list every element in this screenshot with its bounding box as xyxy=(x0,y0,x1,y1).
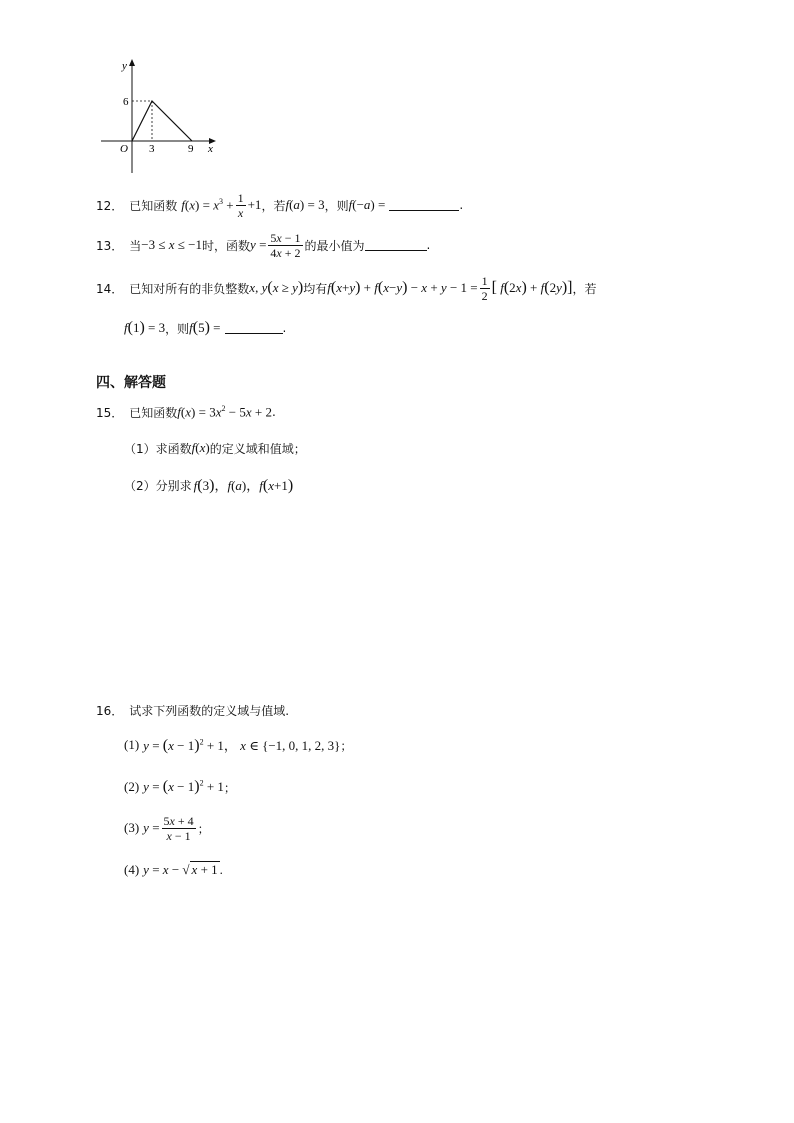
q16-text: 试求下列函数的定义域与值域. xyxy=(129,703,290,718)
q14-half: $\frac{1}{2}$ xyxy=(481,273,488,303)
function-line xyxy=(132,101,192,141)
q16-p1-label: (1) xyxy=(124,737,140,752)
tick-x-3: 3 xyxy=(149,143,155,155)
q16-p4-label: (4) xyxy=(124,862,140,877)
axis-x-label: x xyxy=(208,143,213,155)
q15-part1-label: （1） xyxy=(124,441,156,456)
q14-text1: 已知对所有的非负整数 xyxy=(129,281,250,296)
q13-number: 13． xyxy=(96,238,124,253)
q12-end: . xyxy=(459,198,464,212)
q16-p3-y: y = xyxy=(143,820,160,835)
q13-text1: 当 xyxy=(129,238,142,253)
q15-formula: $f(x) = 3x^2 - 5x + 2$ xyxy=(177,403,272,420)
q16-part1 xyxy=(124,733,352,757)
q16-part4 xyxy=(124,858,223,882)
q15-number: 15． xyxy=(96,405,124,420)
q14-end: . xyxy=(282,321,287,335)
q14-condition: f(1) = 3 xyxy=(124,319,166,336)
question-15 xyxy=(96,402,276,422)
q16-p2-label: (2) xyxy=(124,779,140,794)
section-title: 四、解答题 xyxy=(96,375,166,391)
y-axis-arrow xyxy=(129,59,135,66)
q14-text3: ，若 xyxy=(572,281,597,296)
question-14 xyxy=(96,270,597,306)
tick-y-6: 6 xyxy=(123,96,129,108)
q16-part2 xyxy=(124,775,236,799)
q12-target: f(−a) = xyxy=(348,197,386,212)
q15-part2-values: f(3)，f(a)，f(x+1) xyxy=(193,477,294,494)
q14-text2: 均有 xyxy=(303,281,328,296)
q14-target: f(5) = xyxy=(189,319,221,336)
q15-part2-text: 分别求 xyxy=(155,478,192,493)
q13-y: y = xyxy=(250,237,267,252)
q16-p1-end: ； xyxy=(340,738,353,753)
q15-text1: 已知函数 xyxy=(129,405,178,420)
question-13 xyxy=(96,228,430,262)
q16-number: 16． xyxy=(96,703,124,718)
q12-formula: $f(x) = x^3$ + xyxy=(181,196,234,213)
q15-part2 xyxy=(124,474,293,496)
q15-part1-text2: 的定义域和值域； xyxy=(209,441,306,456)
q15-part1-text: 求函数 xyxy=(155,441,192,456)
tick-x-9: 9 xyxy=(188,143,194,155)
q12-formula-tail: +1 xyxy=(247,197,262,212)
q13-end: . xyxy=(426,238,431,252)
q14-number: 14． xyxy=(96,281,124,296)
q15-part1-fx: f(x) xyxy=(191,440,210,455)
q14-equation-rhs: [ f(2x) + f(2y)] xyxy=(491,279,573,296)
q12-number: 12． xyxy=(96,198,124,213)
q13-answer-blank[interactable] xyxy=(365,240,427,251)
q12-after: ，若 xyxy=(261,198,286,213)
q12-answer-blank[interactable] xyxy=(389,200,459,211)
q12-fraction: $\frac{1}{x}$ xyxy=(237,190,244,220)
axis-y-label: y xyxy=(122,60,127,72)
q15-end: . xyxy=(271,405,276,419)
q12-text: 已知函数 xyxy=(129,198,178,213)
q16-p2-formula: $y = (x - 1)^2 + 1$ xyxy=(143,778,224,795)
q16-part3 xyxy=(124,810,210,846)
q14-equation: f(x+y) + f(x−y) − x + y − 1 = xyxy=(327,279,478,296)
question-14-line2 xyxy=(124,316,286,340)
q16-p3-fraction: $\frac{5x + 4}{x - 1}$ xyxy=(163,813,194,843)
q15-part2-label: （2） xyxy=(124,478,156,493)
piecewise-graph xyxy=(95,55,225,180)
q15-part1 xyxy=(124,438,306,458)
q13-range: −3 ≤ x ≤ −1 xyxy=(141,237,203,252)
q14-answer-blank[interactable] xyxy=(225,323,283,334)
q16-p2-end: ； xyxy=(223,780,236,795)
q14-vars: x, y(x ≥ y) xyxy=(249,279,304,296)
q13-text3: 的最小值为 xyxy=(304,238,365,253)
q14-text4: ，则 xyxy=(165,321,190,336)
q16-p1-formula: $y = (x - 1)^2 + 1$， x ∈ {−1, 0, 1, 2, 3} xyxy=(143,737,341,754)
q12-condition: f(a) = 3 xyxy=(285,197,325,212)
q12-then: ，则 xyxy=(324,198,349,213)
q16-p3-label: (3) xyxy=(124,820,140,835)
origin-label: O xyxy=(120,143,128,155)
q13-fraction: $\frac{5x - 1}{4x + 2}$ xyxy=(270,230,301,260)
question-12 xyxy=(96,190,463,220)
question-16 xyxy=(96,700,289,720)
q16-p3-end: ； xyxy=(197,821,210,836)
q16-p4-formula: y = x − √ x + 1 . xyxy=(143,862,223,877)
q13-text2: 时，函数 xyxy=(202,238,251,253)
